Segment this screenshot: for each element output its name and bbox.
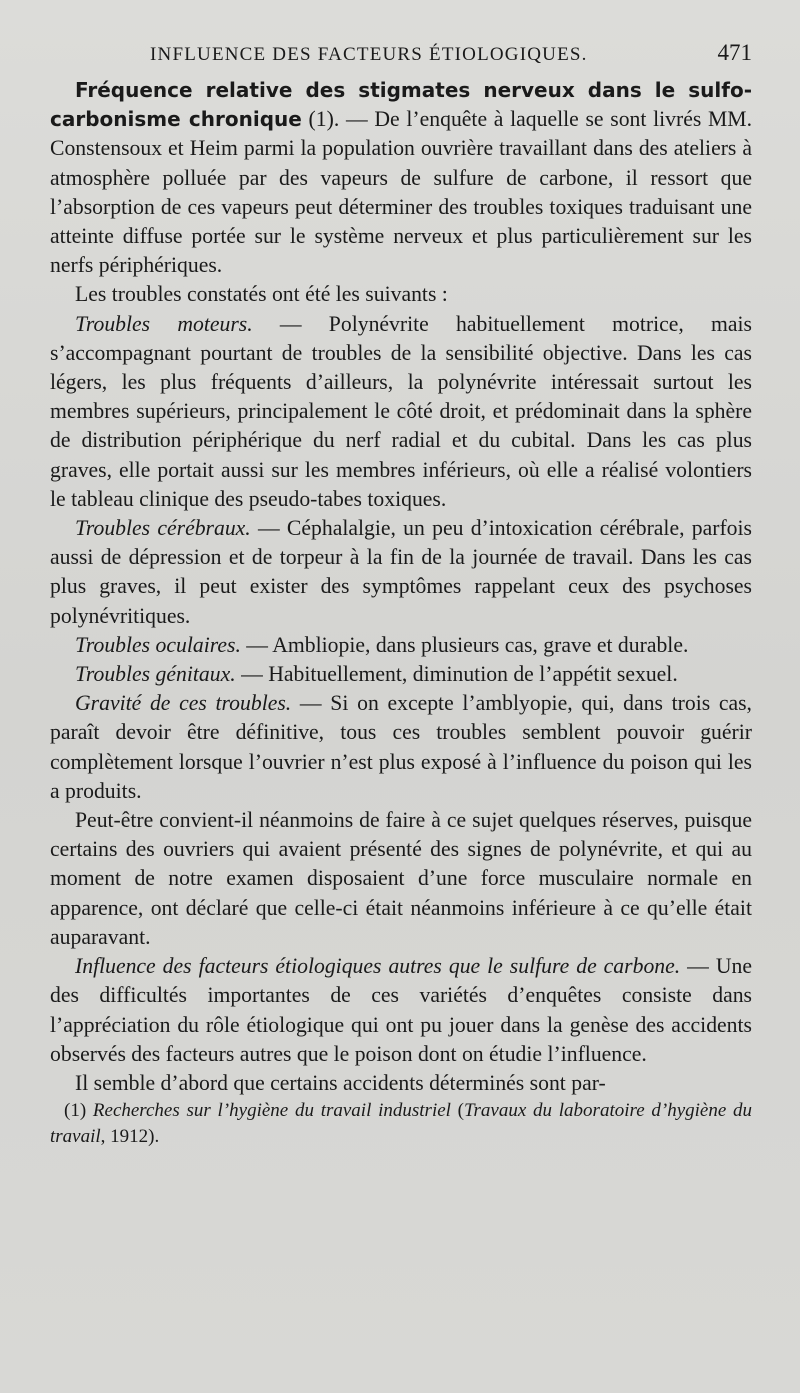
paragraph-text: (1). — De l’enquête à laquelle se sont livrés MM. Constensoux et Heim parmi la population ouvrière travaillant dans des ateliers à atmosphère polluée par des vapeurs de sulfure de carbone, il ressort que l’absorption de ces vapeurs peut déterminer des troubles toxiques traduisant une atteinte diffuse portée sur le système nerveux et plus particulièrement sur les nerfs périphériques. — [50, 107, 753, 278]
italic-lead: Gravité de ces troubles. — [75, 691, 292, 716]
footnote-series: Travaux du laboratoire d’hygiène du travail — [50, 1100, 753, 1148]
paragraph-text: — Si on excepte l’amblyopie, qui, dans trois cas, paraît devoir être définitive, tous ces troubles semblent pouvoir guérir complètement lorsque l’ouvrier n’est plus exposé à l’influence du poison qui les a produits. — [50, 691, 752, 803]
paragraph-troubles-genitaux — [50, 660, 752, 689]
footnote — [50, 1098, 752, 1150]
footnote-marker: (1) — [64, 1100, 93, 1122]
paragraph-gravite — [50, 689, 752, 806]
paragraph-text: — Une des difficultés importantes de ces variétés d’enquêtes consiste dans l’appréciation du rôle étiologique qui ont pu jouer dans la genèse des accidents observés des facteurs autres que le poison dont on étudie l’influence. — [50, 954, 752, 1066]
paragraph-troubles-cerebraux — [50, 514, 752, 631]
paragraph-text: — Céphalalgie, un peu d’intoxication cérébrale, parfois aussi de dépression et de torpeur à la fin de la journée de travail. Dans les cas plus graves, il peut exister des symptômes rappelant ceux des psychoses polynévritiques. — [50, 516, 752, 628]
running-header — [150, 40, 752, 66]
paragraph-troubles-intro — [50, 280, 752, 309]
running-title: INFLUENCE DES FACTEURS ÉTIOLOGIQUES. — [150, 44, 588, 65]
paragraph-text: — Polynévrite habituellement motrice, mais s’accompagnant pourtant de troubles de la sensibilité objective. Dans les cas légers, les plus fréquents d’ailleurs, la polynévrite intéressait surtout les membres supérieurs, principalement le côté droit, et prédominait dans la sphère de distribution périphérique du nerf radial et du cubital. Dans les cas plus graves, elle portait aussi sur les membres inférieurs, où elle a réalisé volontiers le tableau clinique des pseudo-tabes toxiques. — [50, 311, 752, 511]
page-number: 471 — [717, 40, 752, 65]
paragraph-final — [50, 1069, 752, 1098]
paragraph-text: — Habituellement, diminution de l’appétit sexuel. — [235, 662, 678, 687]
paragraph-troubles-oculaires — [50, 631, 752, 660]
paragraph-text: Peut-être convient-il néanmoins de faire à ce sujet quelques réserves, puisque certains des ouvriers qui avaient présenté des signes de polynévrite, et qui au moment de notre examen disposaient d’une force musculaire normale en apparence, ont déclaré que celle-ci était néanmoins inférieure à ce qu’elle était auparavant. — [50, 808, 752, 949]
paragraph-text: Les troubles constatés ont été les suivants : — [75, 282, 448, 307]
footnote-title: Recherches sur l’hygiène du travail industriel — [92, 1100, 451, 1122]
main-text — [50, 76, 752, 1150]
paragraph-reserves — [50, 806, 752, 952]
footnote-tail: , 1912). — [100, 1126, 160, 1148]
italic-lead: Troubles oculaires. — [75, 632, 241, 657]
paragraph-influence — [50, 952, 752, 1069]
section-heading: Fréquence relative des stigmates nerveux dans le sulfo-carbonisme chronique — [50, 78, 752, 132]
italic-lead: Influence des facteurs étiologiques autres que le sulfure de carbone. — [75, 954, 681, 979]
footnote-paren: ( — [450, 1100, 465, 1122]
paragraph-frequence — [50, 76, 752, 280]
italic-lead: Troubles génitaux. — [75, 662, 236, 687]
paragraph-text: — Ambliopie, dans plusieurs cas, grave et durable. — [240, 632, 689, 657]
italic-lead: Troubles moteurs. — [75, 311, 253, 336]
paragraph-troubles-moteurs — [50, 310, 752, 514]
paragraph-text: Il semble d’abord que certains accidents déterminés sont par- — [75, 1070, 606, 1095]
italic-lead: Troubles cérébraux. — [75, 516, 251, 541]
